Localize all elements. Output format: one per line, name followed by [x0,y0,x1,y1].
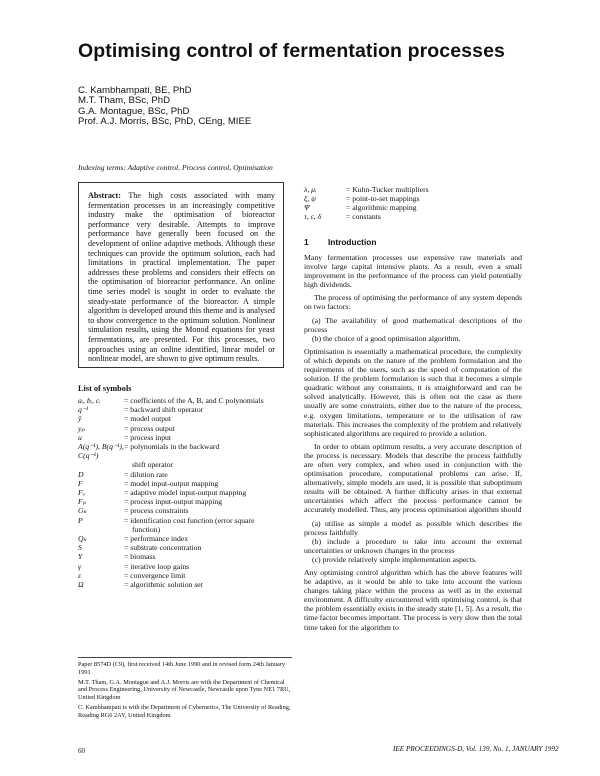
symbol-description: = dilution rate [124,469,168,479]
symbol-description: = Kuhn-Tucker multipliers [346,185,429,194]
list-item: (a) utilise as simple a model as possible which describes the process faithfully [304,518,522,537]
symbol-row [78,460,292,469]
footnote-paragraph: M.T. Tham, G.A. Montague and A.J. Morris are with the Department of Chemical and Process Engineering, University of Newcastle, Newcastle upon Tyne NE1 7RU, United Kingdom [78,678,291,702]
symbol-description: = polynomials in the backward [124,442,220,452]
symbol: Fₐ [78,488,85,498]
section-title: Introduction [328,237,377,247]
symbols-list [78,396,292,589]
paragraph: The process of optimising the performance of any system depends on two factors: [304,293,522,312]
symbol-description: = coefficients of the A, B, and C polynomials [124,396,264,405]
author-line: M.T. Tham, BSc, PhD [78,95,171,107]
symbol: ε [78,570,82,580]
symbol-row [78,470,292,479]
symbols-heading: List of symbols [78,384,132,393]
symbol-row [78,516,292,525]
symbol: λ, μᵢ [304,185,317,194]
symbol: D [78,469,84,479]
symbol-row [78,543,292,552]
symbol-row [78,414,292,423]
symbol-description: shift operator [132,460,174,470]
list-item: (b) include a procedure to take into account the external uncertainties or unknown changes in the process [304,536,522,555]
author-line: G.A. Montague, BSc, PhD [78,105,190,117]
abstract-label: Abstract: [88,191,121,200]
list-item: (a) The availability of good mathematical descriptions of the process [304,315,522,334]
indexing-terms: Indexing terms: Adaptive control, Process control, Optimisation [78,163,273,172]
symbol: S [78,543,82,553]
paragraph: In order to obtain optimum results, a very accurate description of the process is necessary. Models that describe the process faithfully are often very complex, and when used in conjunction with the optimisation procedure, computational problems can arise. If, alternatively, simple models are used, it is possible that suboptimum results will be obtained. A further difficulty arises in that external uncertainties which affect the process performance cannot be accurately modelled. Thus, any process optimisation algorithm should [304,441,522,515]
symbol-description: = substrate concentration [124,543,202,553]
symbol-row [78,534,292,543]
symbol [78,525,124,534]
symbol: Qₖ [78,534,87,544]
symbol-description: = constants [346,211,381,221]
symbol-description: = adaptive model input-output mapping [124,488,247,498]
abstract-box [78,182,284,368]
author-line: Prof. A.J. Morris, BSc, PhD, CEng, MIEE [78,116,252,128]
footnote-paragraph: C. Kambhampati is with the Department of Cybernetics, The University of Reading, Reading RG6 2AY, United Kingdom [78,703,291,719]
paragraph: Any optimising control algorithm which has the above features will be adaptive, as it would be able to take into account the various changes taking place within the process as well as in the external environment. A difficulty encountered with optimising control, is that the problem essentially exists in the steady state [1, 5]. As a result, the time factor becomes important. The process is very slow then the total time taken for the algorithm to [304,568,522,632]
symbol: F [78,478,83,488]
symbol-row [304,204,524,213]
symbol-description: = model input-output mapping [124,478,219,488]
symbol-row [78,506,292,515]
paper-title: Optimising control of fermentation processes [78,40,505,62]
symbol: yₚ [78,423,85,433]
paragraph: Optimisation is essentially a mathematical procedure, the complexity of which depends on the nature of the problem formulation and the requirements of the users, such as the speed of computation of the solution. If the problem formulation is such that it becomes a simple quadratic without any constraints, it is straightforward and can be solved analytically. However, this is often not the case as there usually are some constraints, either due to the nature of the process, e.g. oxygen limitations, temperature or to the utilisation of raw materials. This increases the complexity of the problem and relatively sophisticated algorithms are required to provide a solution. [304,346,522,438]
symbol: q⁻¹ [78,405,89,415]
symbol-description: function) [132,524,161,534]
symbol-row [78,405,292,414]
symbol: ξ, ψ [304,193,316,203]
symbol-row [78,433,292,442]
symbol-description: = algorithmic solution set [124,580,203,590]
list-item: (c) provide relatively simple implementation aspects. [312,554,477,564]
footnote [78,657,292,722]
symbol-row [78,497,292,506]
symbol: A(q⁻¹), B(q⁻¹), C(q⁻¹) [78,442,124,461]
paragraph: Many fermentation processes use expensive raw materials and involve large capital intensive plants. As a result, even a small improvement in the performance of the process can yield potentially high dividends. [304,253,522,290]
symbol-description: = identification cost function (error square [124,515,255,525]
symbol-description: = point-to-set mappings [346,193,420,203]
footnote-paragraph: Paper 8574D (C9), first received 14th June 1990 and in revised form 24th January 1991 [78,661,286,676]
symbol: u [78,432,82,442]
symbol-row [78,479,292,488]
symbol: τ, ε, δ [304,211,322,221]
symbol-description: = model output [124,414,172,424]
symbol-row [78,396,292,405]
symbol [78,460,124,469]
right-symbols-list [304,186,524,222]
symbol-row [304,213,524,222]
body-text [304,253,522,636]
symbol-row [78,525,292,534]
symbol: Gₖ [78,506,87,516]
symbol: γ [78,561,82,571]
symbol: ŷ [78,414,82,424]
journal-footer: IEE PROCEEDINGS-D, Vol. 139, No. 1, JANUARY 1992 [393,745,559,753]
symbol-row [78,442,292,460]
list-item: (b) the choice of a good optimisation algorithm. [312,333,461,343]
symbol: Ω [78,580,84,590]
symbol-row [78,571,292,580]
symbol-description: = biomass [124,552,156,562]
symbol-description: = algorithmic mapping [346,202,417,212]
symbol-description: = iterative loop gains [124,561,190,571]
symbol-row [78,424,292,433]
symbol-row [78,488,292,497]
symbol-row [78,580,292,589]
symbol-description: = process output [124,423,175,433]
author-line: C. Kambhampati, BE, PhD [78,85,192,96]
symbol: Y [78,552,83,562]
symbol: Ψ [304,202,310,212]
symbol-description: = convergence limit [124,570,186,580]
symbol-description: = backward shift operator [124,405,204,415]
section-number: 1 [304,237,309,247]
symbol-description: = process input-output mapping [124,497,223,507]
section-heading [304,237,376,247]
author-list [78,86,251,128]
page-number: 60 [78,747,85,755]
symbol-description: = performance index [124,534,189,544]
symbol: Fₚ [78,497,86,507]
symbol-row [78,552,292,561]
abstract-text: The high costs associated with many fermentation processes in an increasingly competitive industry make the optimisation of bioreactor performance very desirable. Attempts to improve performance have generally been focused on the development of online adaptive methods. Although these techniques can provide the optimum solution, each had limitations in practical implementation. The paper addresses these problems and considers their effects on the optimisation of bioreactor performance. An online time series model is sought in order to evaluate the steady-state performance of the bioreactor. A simple algorithm is developed around this theme and is analysed to show convergence to the optimum solution. Nonlinear simulation results, using the Monod equations for yeast fermentations, are presented. For this processes, two approaches using an online identified, linear model or nonlinear model, are shown to give optimum results. [88,191,275,364]
symbol: aᵢ, bᵢ, cᵢ [78,396,101,405]
symbol: P [78,515,83,525]
symbol-description: = process constraints [124,506,189,516]
symbol-description: = process input [124,432,172,442]
symbol-row [78,562,292,571]
